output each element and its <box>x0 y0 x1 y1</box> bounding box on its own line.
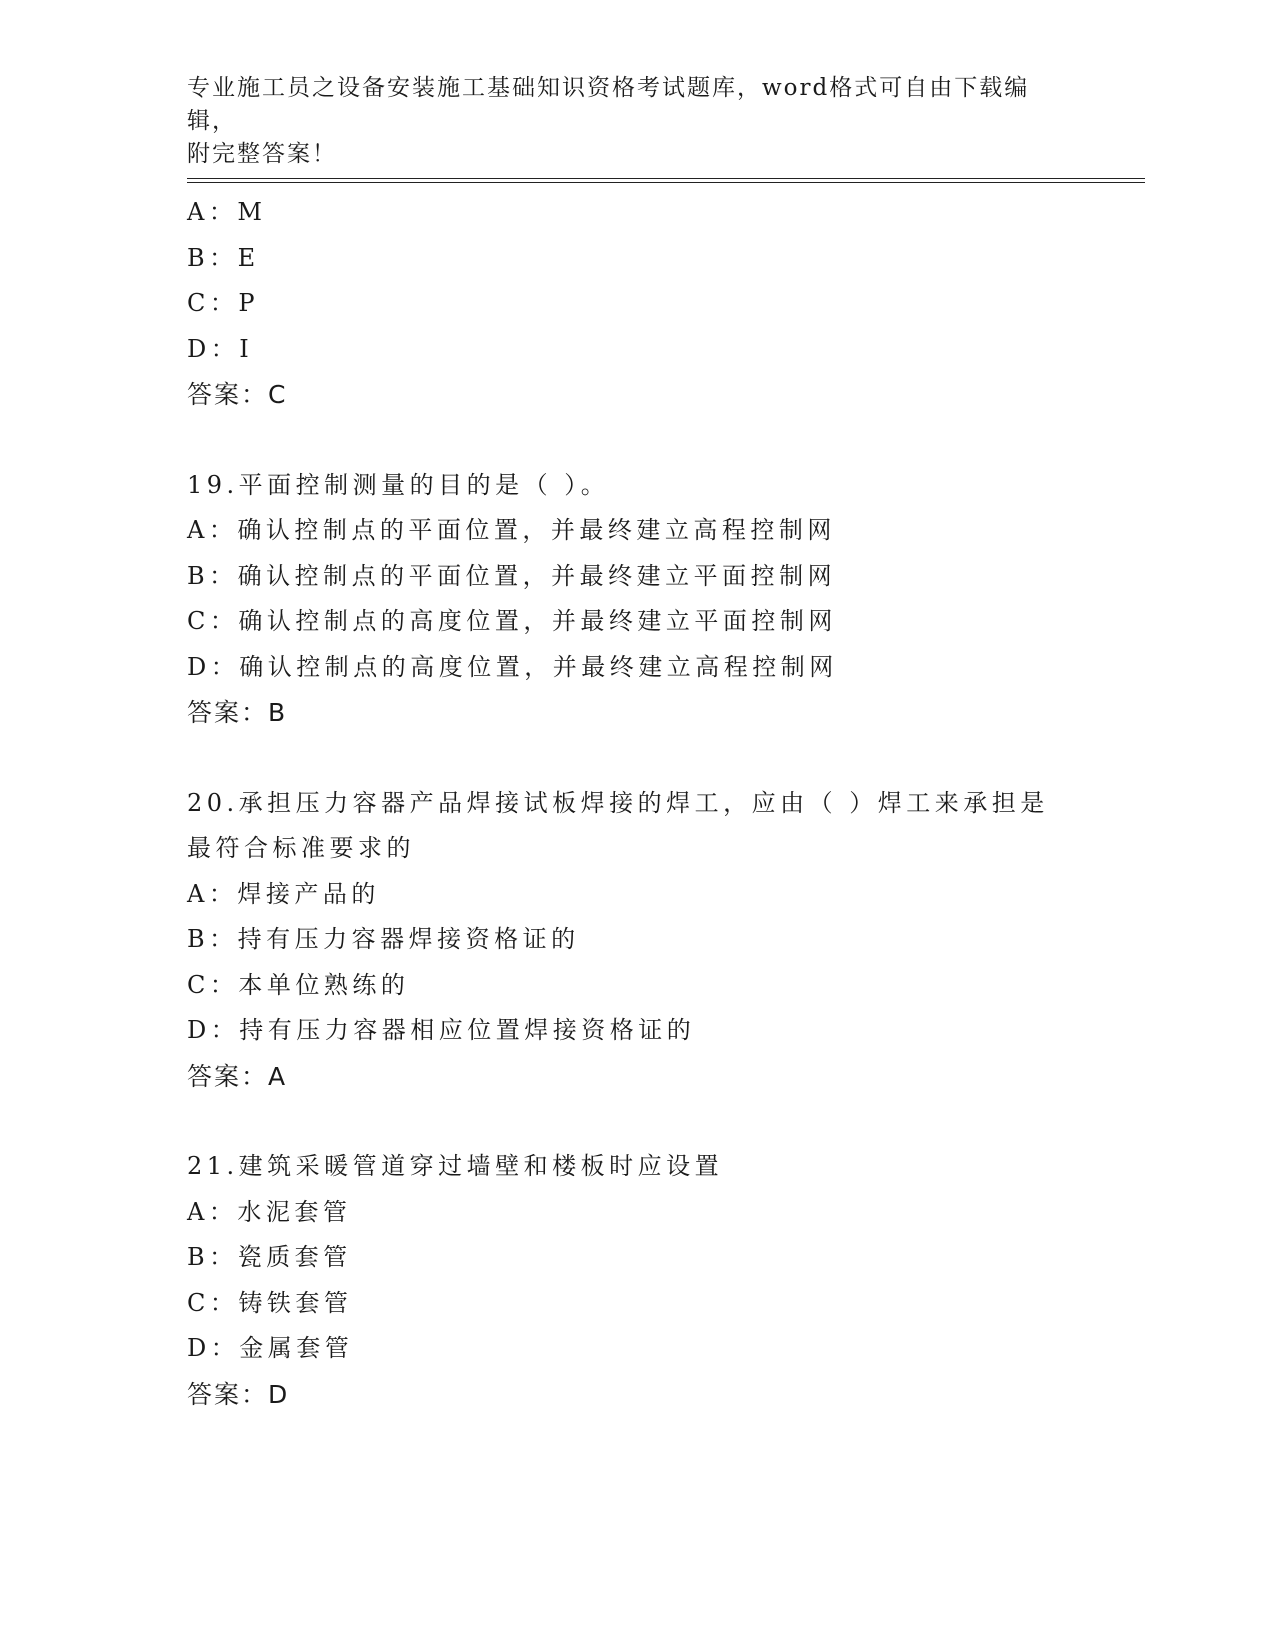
question-stem-line-1: 20.承担压力容器产品焊接试板焊接的焊工，应由（ ）焊工来承担是 <box>187 788 1049 817</box>
question-stem: 21.建筑采暖管道穿过墙壁和楼板时应设置 <box>187 1152 724 1180</box>
question-stem-line-2: 最符合标准要求的 <box>187 834 415 862</box>
option-d: D：持有压力容器相应位置焊接资格证的 <box>187 1016 696 1044</box>
spacer <box>187 418 1087 463</box>
question-18 <box>187 190 1087 418</box>
option-a: A：确认控制点的平面位置，并最终建立高程控制网 <box>187 516 836 544</box>
option-c: C：确认控制点的高度位置，并最终建立平面控制网 <box>187 607 837 635</box>
option-c: C：铸铁套管 <box>187 1288 353 1317</box>
answer: 答案：B <box>187 698 288 727</box>
answer: 答案：C <box>187 380 288 409</box>
answer: 答案：D <box>187 1379 290 1409</box>
document-header <box>187 72 1067 171</box>
option-d: D：金属套管 <box>187 1334 354 1362</box>
option-b: B：持有压力容器焊接资格证的 <box>187 925 580 953</box>
option-c: C：P <box>187 289 260 317</box>
option-a: A：M <box>187 198 267 226</box>
spacer <box>187 1099 1087 1144</box>
option-b: B：E <box>187 243 260 272</box>
option-b: B：确认控制点的平面位置，并最终建立平面控制网 <box>187 561 837 590</box>
question-21 <box>187 1144 1087 1417</box>
header-line-2: 附完整答案！ <box>187 141 337 167</box>
option-c: C：本单位熟练的 <box>187 970 410 999</box>
header-divider-top <box>187 178 1145 179</box>
option-a: A：焊接产品的 <box>187 879 380 908</box>
spacer <box>187 736 1087 781</box>
option-d: D：I <box>187 334 254 363</box>
answer: 答案：A <box>187 1061 288 1091</box>
question-stem: 19.平面控制测量的目的是（ ）。 <box>187 470 610 499</box>
header-line-1: 专业施工员之设备安装施工基础知识资格考试题库，word格式可自由下载编辑， <box>187 75 1030 134</box>
header-divider-bottom <box>187 182 1145 183</box>
option-d: D：确认控制点的高度位置，并最终建立高程控制网 <box>187 652 838 681</box>
option-a: A：水泥套管 <box>187 1197 352 1226</box>
option-b: B：瓷质套管 <box>187 1243 352 1271</box>
question-20 <box>187 781 1087 1100</box>
question-19 <box>187 463 1087 736</box>
question-list <box>187 190 1087 1417</box>
